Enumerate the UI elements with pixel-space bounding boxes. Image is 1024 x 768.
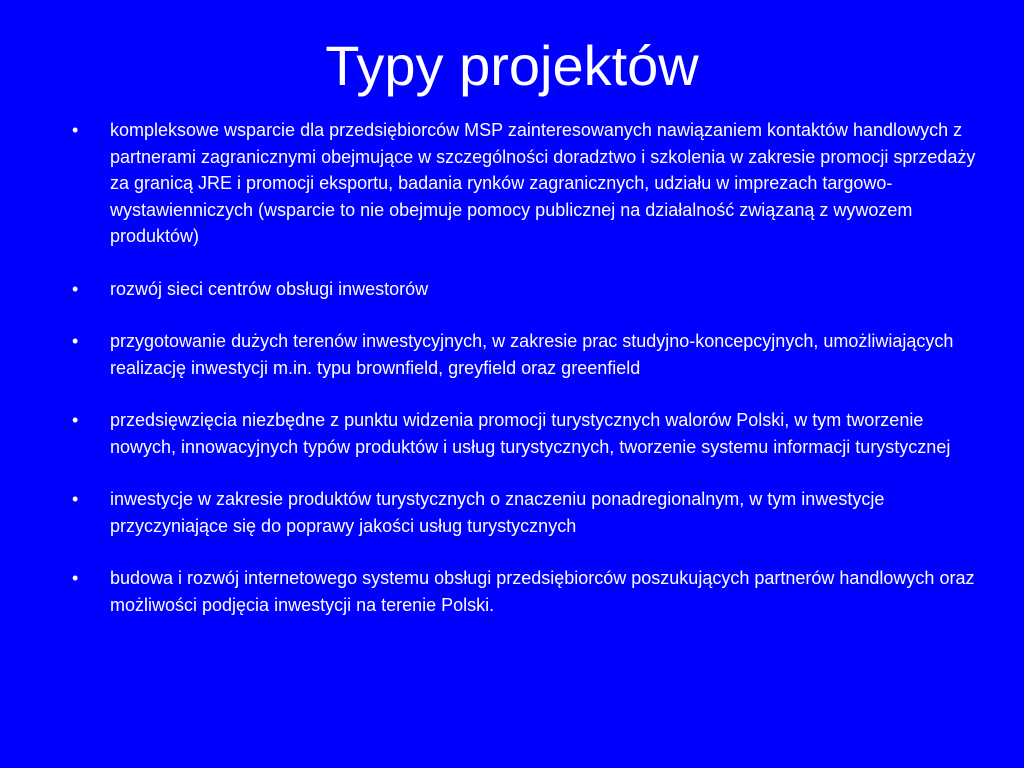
bullet-item [72, 117, 977, 250]
bullet-list [72, 117, 977, 618]
bullet-text: inwestycje w zakresie produktów turystycznych o znaczeniu ponadregionalnym, w tym inwestycje przyczyniające się do poprawy jakości usług turystycznych [110, 489, 885, 536]
bullet-item [72, 407, 977, 460]
bullet-item [72, 328, 977, 381]
bullet-icon: • [72, 410, 79, 430]
bullet-text: przygotowanie dużych terenów inwestycyjnych, w zakresie prac studyjno-koncepcyjnych, umożliwiających realizację inwestycji m.in. typu brownfield, greyfield oraz greenfield [110, 331, 954, 378]
bullet-item [72, 565, 977, 618]
bullet-icon: • [72, 489, 79, 509]
bullet-icon: • [72, 278, 79, 299]
bullet-icon: • [72, 120, 79, 140]
bullet-text: kompleksowe wsparcie dla przedsiębiorców MSP zainteresowanych nawiązaniem kontaktów handlowych z partnerami zagranicznymi obejmujące w szczególności doradztwo i szkolenia w zakresie promocji sprzedaży za granicą JRE i promocji eksportu, badania rynków zagranicznych, udziału w imprezach targowo-wystawienniczych (wsparcie to nie obejmuje pomocy publicznej na działalność związaną z wywozem produktów) [110, 120, 976, 246]
bullet-item [72, 276, 977, 303]
bullet-item [72, 486, 977, 539]
slide-title: Typy projektów [325, 34, 699, 97]
bullet-icon: • [72, 568, 79, 588]
bullet-text: budowa i rozwój internetowego systemu obsługi przedsiębiorców poszukujących partnerów handlowych oraz możliwości podjęcia inwestycji na terenie Polski. [110, 568, 975, 615]
bullet-text: przedsięwzięcia niezbędne z punktu widzenia promocji turystycznych walorów Polski, w tym tworzenie nowych, innowacyjnych typów produktów i usług turystycznych, tworzenie systemu informacji turystycznej [110, 410, 951, 457]
bullet-icon: • [72, 331, 79, 351]
bullet-text: rozwój sieci centrów obsługi inwestorów [110, 278, 429, 299]
